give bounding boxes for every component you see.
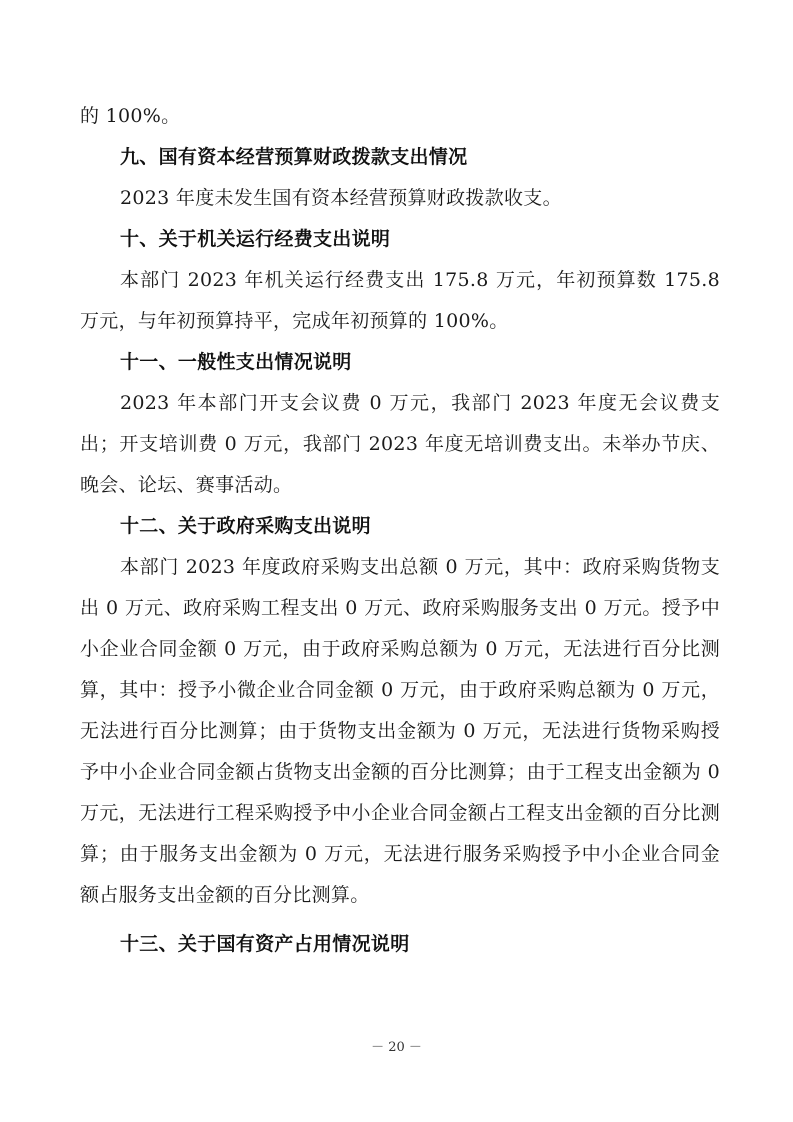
section-heading-9: 九、国有资本经营预算财政拨款支出情况 [120, 146, 468, 168]
section-heading-12: 十二、关于政府采购支出说明 [120, 515, 371, 537]
document-page [80, 96, 720, 965]
section-heading-11: 十一、一般性支出情况说明 [120, 351, 352, 373]
section-12-paragraph: 本部门 2023 年度政府采购支出总额 0 万元，其中：政府采购货物支出 0 万元、政府采购工程支出 0 万元、政府采购服务支出 0 万元。授予中小企业合同金额 0 万元，由于政府采购总额为 0 万元，无法进行百分比测算，其中：授予小微企业合同金额 0 万元，由于政府采购总额为 0 万元，无法进行百分比测算；由于货物支出金额为 0 万元，无法进行货物采购授予中小企业合同金额占货物支出金额的百分比测算；由于工程支出金额为 0 万元，无法进行工程采购授予中小企业合同金额占工程支出金额的百分比测算；由于服务支出金额为 0 万元，无法进行服务采购授予中小企业合同金额占服务支出金额的百分比测算。 [80, 556, 720, 906]
section-10-paragraph: 本部门 2023 年机关运行经费支出 175.8 万元，年初预算数 175.8 万元，与年初预算持平，完成年初预算的 100%。 [80, 269, 720, 332]
page-number: － 20 － [371, 1040, 422, 1055]
section-11-paragraph: 2023 年本部门开支会议费 0 万元，我部门 2023 年度无会议费支出；开支培训费 0 万元，我部门 2023 年度无培训费支出。未举办节庆、晚会、论坛、赛事活动。 [80, 392, 720, 496]
continuation-paragraph: 的 100%。 [80, 105, 181, 127]
section-9-paragraph: 2023 年度未发生国有资本经营预算财政拨款收支。 [120, 187, 562, 209]
section-heading-13: 十三、关于国有资产占用情况说明 [120, 933, 410, 955]
section-heading-10: 十、关于机关运行经费支出说明 [120, 228, 391, 250]
